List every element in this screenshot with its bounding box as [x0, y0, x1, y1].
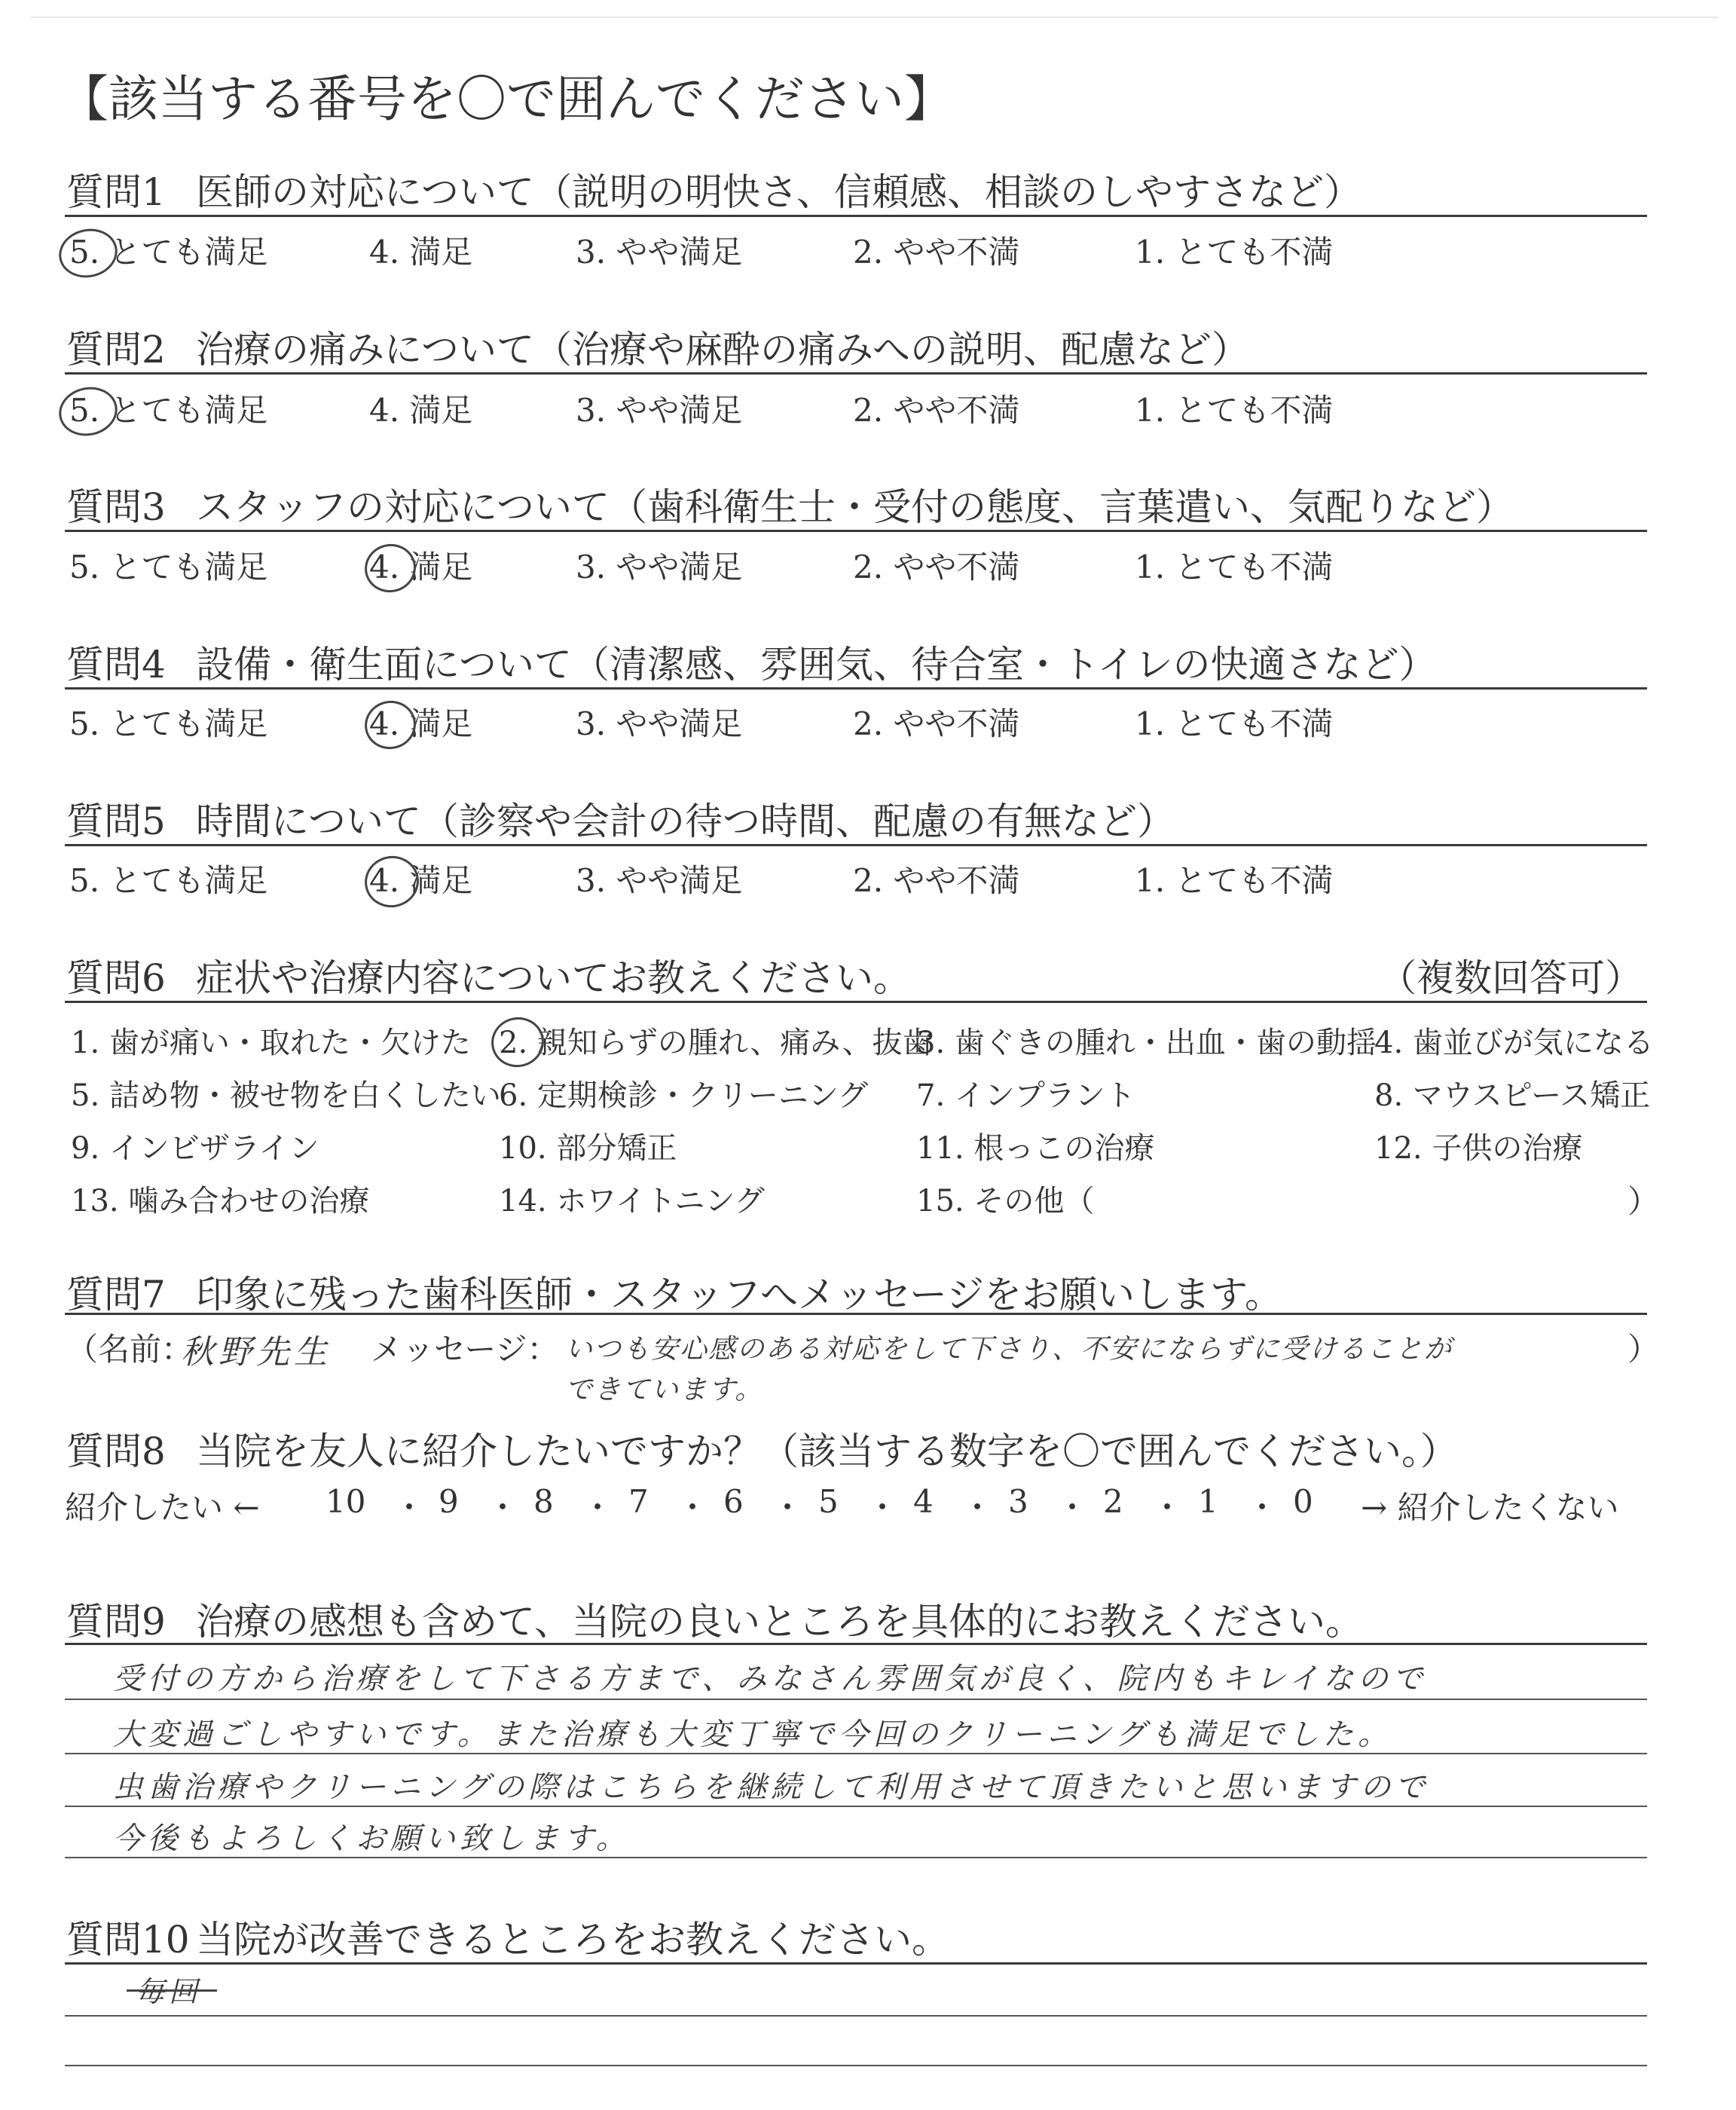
- q2-option-1[interactable]: 1. とても不満: [1135, 392, 1334, 429]
- question-1-title: 質問1 医師の対応について（説明の明快さ、信頼感、相談のしやすさなど）: [66, 170, 1362, 214]
- q3-option-4[interactable]: 4. 満足: [369, 549, 473, 586]
- scale-10[interactable]: 10: [326, 1483, 366, 1520]
- q9-answer-line-1[interactable]: 受付の方から治療をして下さる方まで、みなさん雰囲気が良く、院内もキレイなので: [113, 1662, 1427, 1696]
- scale-9[interactable]: 9: [439, 1483, 459, 1520]
- question-3-title: 質問3 スタッフの対応について（歯科衛生士・受付の態度、言葉遣い、気配りなど）: [66, 485, 1514, 529]
- q2-option-5[interactable]: 5. とても満足: [69, 392, 268, 429]
- q6-option-12[interactable]: 12. 子供の治療: [1374, 1131, 1583, 1166]
- scale-6[interactable]: 6: [723, 1483, 744, 1520]
- scale-dot: ・: [1246, 1489, 1279, 1526]
- question-7-title: 質問7 印象に残った歯科医師・スタッフへメッセージをお願いします。: [66, 1273, 1282, 1316]
- scale-3[interactable]: 3: [1008, 1483, 1028, 1520]
- q6-option-13[interactable]: 13. 噛み合わせの治療: [71, 1184, 370, 1219]
- q6-option-2[interactable]: 2. 親知らずの腫れ、痛み、抜歯: [499, 1026, 933, 1060]
- question-5-rule: [65, 844, 1647, 846]
- scale-5[interactable]: 5: [818, 1483, 839, 1520]
- q3-option-5[interactable]: 5. とても満足: [69, 549, 268, 586]
- q7-name-label: （名前：: [66, 1331, 194, 1368]
- q6-option-10[interactable]: 10. 部分矯正: [499, 1131, 677, 1166]
- q9-answer-line-4[interactable]: 今後もよろしくお願い致します。: [113, 1821, 631, 1856]
- scale-dot: ・: [866, 1489, 899, 1526]
- scale-4[interactable]: 4: [913, 1483, 934, 1520]
- q3-option-1[interactable]: 1. とても不満: [1135, 549, 1334, 586]
- q7-name-value[interactable]: 秋野先生: [181, 1333, 332, 1372]
- scale-dot: ・: [487, 1489, 519, 1526]
- q3-option-2[interactable]: 2. やや不満: [853, 549, 1020, 586]
- q6-other-close-paren: ）: [1628, 1183, 1660, 1220]
- q9-answer-line-3[interactable]: 虫歯治療やクリーニングの際はこちらを継続して利用させて頂きたいと思いますので: [113, 1770, 1430, 1805]
- question-7-rule: [65, 1313, 1647, 1315]
- scale-0[interactable]: 0: [1293, 1483, 1313, 1520]
- scale-dot: ・: [393, 1489, 426, 1526]
- scale-2[interactable]: 2: [1103, 1483, 1123, 1520]
- q1-option-4[interactable]: 4. 満足: [369, 234, 473, 271]
- scale-1[interactable]: 1: [1198, 1483, 1218, 1520]
- q1-option-2[interactable]: 2. やや不満: [853, 234, 1020, 271]
- question-6-rule: [65, 1001, 1647, 1003]
- question-10-rule: [65, 1962, 1647, 1965]
- q10-answer-struck[interactable]: 毎回: [136, 1975, 203, 2008]
- question-2-title: 質問2 治療の痛みについて（治療や麻酔の痛みへの説明、配慮など）: [66, 328, 1249, 372]
- scale-7[interactable]: 7: [628, 1483, 649, 1520]
- q9-answer-rule: [65, 1699, 1647, 1700]
- question-9-rule: [65, 1643, 1647, 1645]
- question-9-title: 質問9 治療の感想も含めて、当院の良いところを具体的にお教えください。: [66, 1600, 1363, 1644]
- question-3-rule: [65, 530, 1647, 532]
- q5-option-3[interactable]: 3. やや満足: [576, 862, 743, 899]
- question-4-title: 質問4 設備・衛生面について（清潔感、雰囲気、待合室・トイレの快適さなど）: [66, 643, 1437, 687]
- question-1-rule: [65, 215, 1647, 217]
- q5-option-5[interactable]: 5. とても満足: [69, 862, 268, 899]
- q5-option-2[interactable]: 2. やや不満: [853, 862, 1020, 899]
- q4-option-2[interactable]: 2. やや不満: [853, 705, 1020, 742]
- question-6-note: （複数回答可）: [1379, 956, 1643, 1000]
- question-6-title: 質問6 症状や治療内容についてお教えください。: [66, 956, 911, 1000]
- q6-option-3[interactable]: 3. 歯ぐきの腫れ・出血・歯の動揺: [916, 1026, 1377, 1060]
- q6-option-4[interactable]: 4. 歯並びが気になる: [1374, 1026, 1654, 1060]
- q5-option-4[interactable]: 4. 満足: [369, 862, 473, 899]
- scale-left-label: 紹介したい ←: [65, 1489, 260, 1526]
- q6-option-8[interactable]: 8. マウスピース矯正: [1374, 1078, 1651, 1113]
- q1-option-1[interactable]: 1. とても不満: [1135, 234, 1334, 271]
- scale-dot: ・: [582, 1489, 614, 1526]
- scale-dot: ・: [1056, 1489, 1089, 1526]
- q3-option-3[interactable]: 3. やや満足: [576, 549, 743, 586]
- q6-option-7[interactable]: 7. インプラント: [916, 1078, 1135, 1113]
- scale-dot: ・: [1151, 1489, 1184, 1526]
- q6-option-11[interactable]: 11. 根っこの治療: [916, 1131, 1155, 1166]
- scale-8[interactable]: 8: [533, 1483, 554, 1520]
- q6-option-14[interactable]: 14. ホワイトニング: [499, 1184, 765, 1219]
- q2-option-3[interactable]: 3. やや満足: [576, 392, 743, 429]
- q6-option-9[interactable]: 9. インビザライン: [71, 1131, 319, 1166]
- page-header: 【該当する番号を〇で囲んでください】: [59, 70, 954, 128]
- q6-option-5[interactable]: 5. 詰め物・被せ物を白くしたい: [71, 1078, 501, 1113]
- q4-option-4[interactable]: 4. 満足: [369, 705, 473, 742]
- question-4-rule: [65, 687, 1647, 690]
- q7-message-line-2[interactable]: できています。: [565, 1375, 764, 1405]
- q10-answer-rule: [65, 2065, 1647, 2066]
- q9-answer-rule: [65, 1857, 1647, 1858]
- q9-answer-rule: [65, 1806, 1647, 1807]
- q1-option-5[interactable]: 5. とても満足: [69, 234, 268, 271]
- q2-option-2[interactable]: 2. やや不満: [853, 392, 1020, 429]
- q10-strike-line: [127, 1989, 217, 1992]
- q7-close-paren: ）: [1628, 1331, 1660, 1368]
- q1-option-3[interactable]: 3. やや満足: [576, 234, 743, 271]
- q2-option-4[interactable]: 4. 満足: [369, 392, 473, 429]
- q10-answer-rule: [65, 2015, 1647, 2017]
- q6-option-15[interactable]: 15. その他（: [916, 1184, 1095, 1219]
- question-10-title: 質問10 当院が改善できるところをお教えください。: [66, 1918, 949, 1962]
- scale-dot: ・: [772, 1489, 804, 1526]
- question-2-rule: [65, 372, 1647, 375]
- q7-message-label: メッセージ：: [371, 1331, 559, 1368]
- q5-option-1[interactable]: 1. とても不満: [1135, 862, 1334, 899]
- top-border: [30, 17, 1718, 18]
- q4-option-3[interactable]: 3. やや満足: [576, 705, 743, 742]
- referral-scale: [65, 1483, 1647, 1528]
- q6-option-6[interactable]: 6. 定期検診・クリーニング: [499, 1078, 869, 1113]
- q9-answer-rule: [65, 1753, 1647, 1754]
- q9-answer-line-2[interactable]: 大変過ごしやすいです。また治療も大変丁寧で今回のクリーニングも満足でした。: [113, 1717, 1392, 1752]
- q4-option-5[interactable]: 5. とても満足: [69, 705, 268, 742]
- scale-dot: ・: [677, 1489, 709, 1526]
- q6-option-1[interactable]: 1. 歯が痛い・取れた・欠けた: [71, 1026, 471, 1060]
- scale-dot: ・: [961, 1489, 994, 1526]
- q7-message-line-1[interactable]: いつも安心感のある対応をして下さり、不安にならずに受けることが: [565, 1334, 1453, 1365]
- question-5-title: 質問5 時間について（診察や会計の待つ時間、配慮の有無など）: [66, 800, 1175, 843]
- q4-option-1[interactable]: 1. とても不満: [1135, 705, 1334, 742]
- question-8-title: 質問8 当院を友人に紹介したいですか？（該当する数字を〇で囲んでください。）: [66, 1430, 1458, 1473]
- scale-right-label: → 紹介したくない: [1361, 1489, 1619, 1526]
